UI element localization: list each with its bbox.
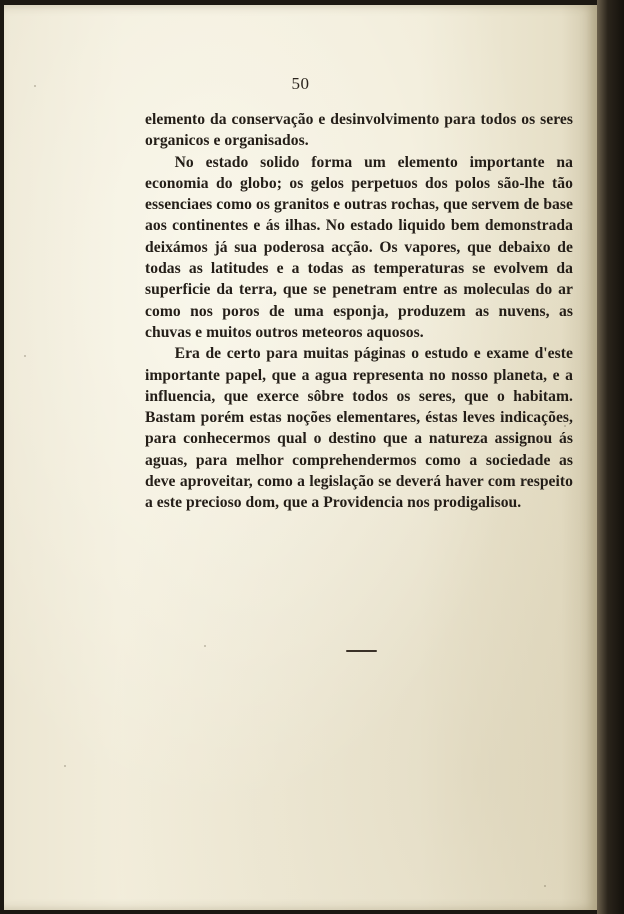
body-text [145,109,573,514]
paragraph-2: No estado solido forma um elemento importante na economia do globo; os gelos perpetuos dos polos são-lhe tão essenciaes como os granitos e outras rochas, que servem de base aos continentes e ás ilhas. No estado liquido bem demonstrada deixámos já sua poderosa acção. Os vapores, que debaixo de todas as latitudes e a todas as temperaturas se evolvem da superficie da terra, que se penetram entre as moleculas do ar como nos poros de uma esponja, produzem as nuvens, as chuvas e muitos outros meteoros aquosos. [145,153,573,341]
paper-speck [204,645,206,647]
page-number: 50 [291,74,310,93]
end-ornament-rule [346,650,377,652]
paper-speck [64,765,66,767]
paper-speck [24,355,26,357]
book-page [4,5,597,910]
paragraph-1: elemento da conservação e desinvolvimento para todos os seres organicos e organisados. [145,111,573,150]
paragraph-3: Era de certo para muitas páginas o estudo e exame d'este importante papel, que a agua representa no nosso planeta, e a influencia, que exerce sôbre todos os seres, que o habitam. Bastam porém estas noções elementares, éstas leves indicações, para conhecermos qual o destino que a natureza assignou ás aguas, para melhor comprehendermos como a sociedade as deve aproveitar, como a legislação se deverá haver com respeito a este precioso dom, que a Providencia nos prodigalisou. [145,345,573,512]
book-gutter-shadow [597,0,624,914]
paper-speck [544,885,546,887]
paper-speck [34,85,36,87]
paper-speck [564,425,566,427]
